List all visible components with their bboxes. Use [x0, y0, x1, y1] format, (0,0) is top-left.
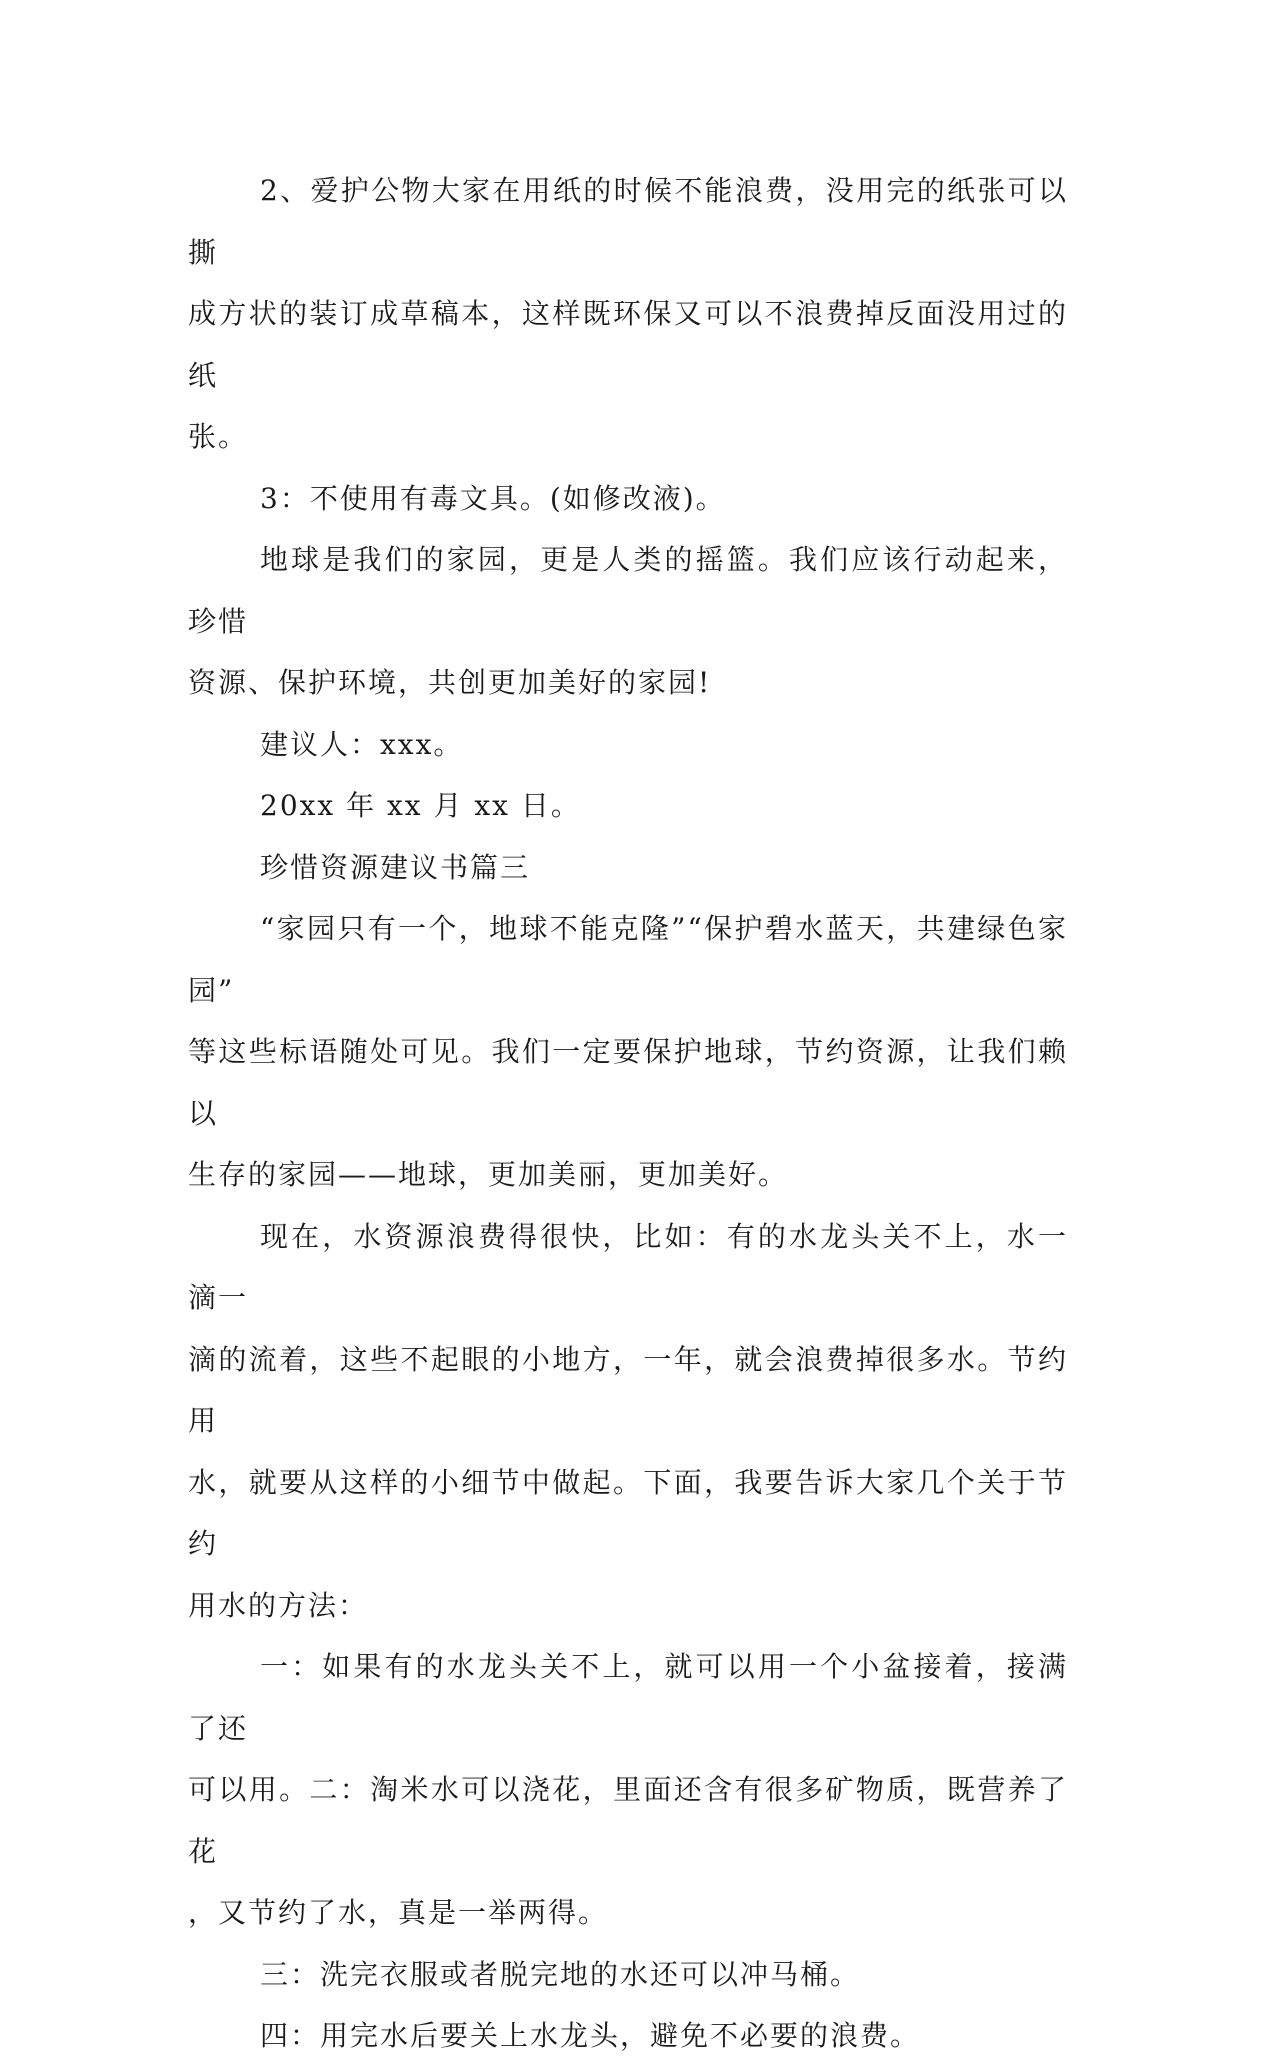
text-line: 生存的家园——地球，更加美丽，更加美好。 [188, 1158, 789, 1191]
paragraph-water-tips-1-2 [188, 1636, 1068, 1944]
paragraph-paper-saving [188, 160, 1068, 468]
paragraph-water-tip-4 [188, 2005, 1068, 2067]
text-line: 地球是我们的家园，更是人类的摇篮。我们应该行动起来，珍惜 [188, 543, 1068, 638]
paragraph-slogans [188, 898, 1068, 1206]
text-line: 三：洗完衣服或者脱完地的水还可以冲马桶。 [260, 1957, 861, 1991]
text-line: 水，就要从这样的小细节中做起。下面，我要告诉大家几个关于节约 [188, 1465, 1068, 1560]
text-line: ，又节约了水，真是一举两得。 [188, 1896, 609, 1929]
text-line: 用水的方法： [188, 1588, 369, 1622]
text-line: 可以用。二：淘米水可以浇花，里面还含有很多矿物质，既营养了花 [188, 1773, 1068, 1868]
text-line: 建议人：xxx。 [260, 727, 464, 761]
text-line: 成方状的装订成草稿本，这样既环保又可以不浪费掉反面没用过的纸 [188, 297, 1068, 392]
text-line: 20xx 年 xx 月 xx 日。 [260, 789, 581, 822]
text-line: 四：用完水后要关上水龙头，避免不必要的浪费。 [260, 2019, 921, 2052]
text-line: 现在，水资源浪费得很快，比如：有的水龙头关不上，水一滴一 [188, 1219, 1068, 1314]
paragraph-water-tip-3 [188, 1944, 1068, 2006]
paragraph-proposer [188, 714, 1068, 776]
text-line: 张。 [188, 420, 249, 453]
text-line: 2、爱护公物大家在用纸的时候不能浪费，没用完的纸张可以撕 [188, 174, 1068, 269]
text-line: 3：不使用有毒文具。(如修改液)。 [260, 481, 726, 515]
text-line: 滴的流着，这些不起眼的小地方，一年，就会浪费掉很多水。节约用 [188, 1342, 1068, 1437]
paragraph-no-toxic-stationery [188, 468, 1068, 530]
text-line: “家园只有一个，地球不能克隆”“保护碧水蓝天，共建绿色家园” [188, 912, 1068, 1007]
text-line: 珍惜资源建议书篇三 [260, 850, 531, 884]
section-heading [188, 837, 1068, 899]
paragraph-water-waste [188, 1206, 1068, 1637]
text-line: 等这些标语随处可见。我们一定要保护地球，节约资源，让我们赖以 [188, 1035, 1068, 1130]
paragraph-date [188, 775, 1068, 837]
document-body [188, 160, 1068, 2067]
text-line: 一：如果有的水龙头关不上，就可以用一个小盆接着，接满了还 [188, 1650, 1068, 1745]
paragraph-earth-home [188, 529, 1068, 714]
text-line: 资源、保护环境，共创更加美好的家园! [188, 666, 712, 699]
